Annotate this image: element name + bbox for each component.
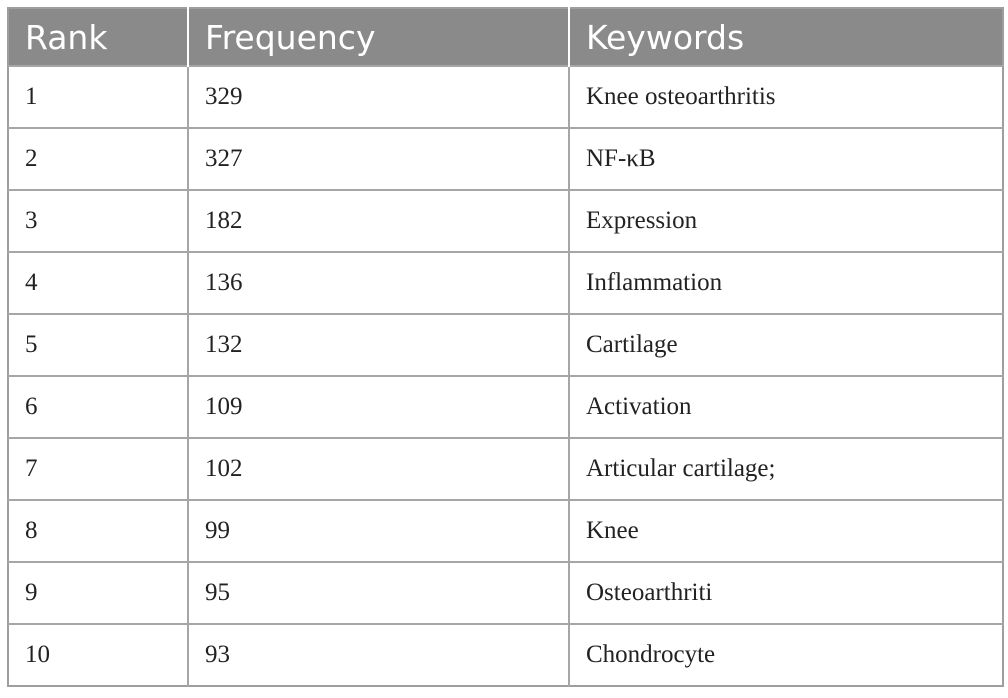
cell-frequency: 329 [188, 66, 569, 128]
cell-frequency: 99 [188, 500, 569, 562]
cell-frequency: 102 [188, 438, 569, 500]
header-keywords: Keywords [569, 8, 1003, 66]
cell-frequency: 95 [188, 562, 569, 624]
table-row [8, 376, 1003, 438]
cell-rank: 1 [8, 66, 188, 128]
cell-rank: 3 [8, 190, 188, 252]
cell-keyword: Knee [569, 500, 1003, 562]
cell-keyword: NF-κB [569, 128, 1003, 190]
cell-rank: 2 [8, 128, 188, 190]
table-header [8, 8, 1003, 66]
cell-frequency: 93 [188, 624, 569, 686]
cell-frequency: 327 [188, 128, 569, 190]
cell-rank: 5 [8, 314, 188, 376]
table-row [8, 562, 1003, 624]
cell-rank: 6 [8, 376, 188, 438]
table-body [8, 66, 1003, 686]
cell-keyword: Articular cartilage; [569, 438, 1003, 500]
cell-frequency: 136 [188, 252, 569, 314]
cell-keyword: Osteoarthriti [569, 562, 1003, 624]
table-row [8, 66, 1003, 128]
keywords-table [7, 7, 1004, 687]
cell-rank: 4 [8, 252, 188, 314]
cell-keyword: Cartilage [569, 314, 1003, 376]
table-row [8, 314, 1003, 376]
cell-rank: 10 [8, 624, 188, 686]
cell-frequency: 132 [188, 314, 569, 376]
header-row [8, 8, 1003, 66]
table-row [8, 624, 1003, 686]
header-rank: Rank [8, 8, 188, 66]
cell-keyword: Inflammation [569, 252, 1003, 314]
header-frequency: Frequency [188, 8, 569, 66]
cell-keyword: Activation [569, 376, 1003, 438]
cell-frequency: 109 [188, 376, 569, 438]
cell-rank: 9 [8, 562, 188, 624]
table-row [8, 438, 1003, 500]
cell-rank: 7 [8, 438, 188, 500]
cell-rank: 8 [8, 500, 188, 562]
table-row [8, 128, 1003, 190]
table-row [8, 190, 1003, 252]
cell-keyword: Expression [569, 190, 1003, 252]
cell-keyword: Chondrocyte [569, 624, 1003, 686]
cell-frequency: 182 [188, 190, 569, 252]
cell-keyword: Knee osteoarthritis [569, 66, 1003, 128]
table-row [8, 252, 1003, 314]
table-row [8, 500, 1003, 562]
